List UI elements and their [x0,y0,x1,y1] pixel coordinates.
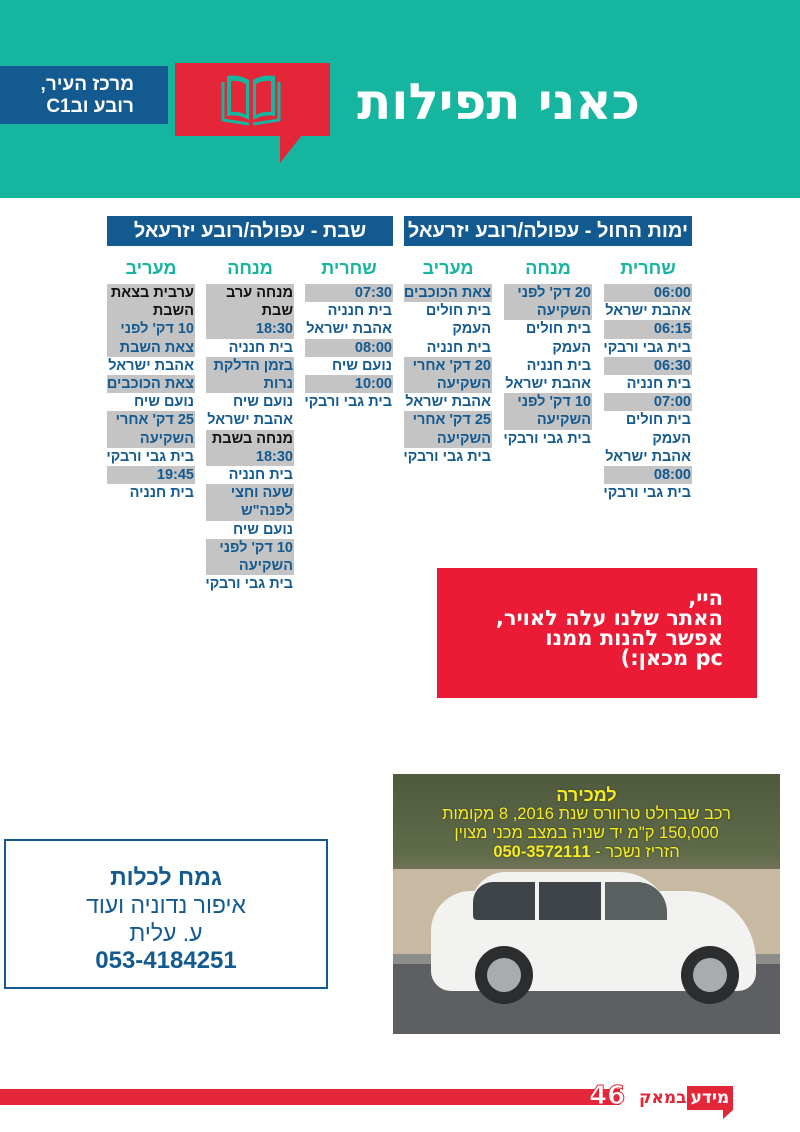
schedule-location-cell: בית חנניה [526,357,591,374]
schedule-time-cell: השקיעה [504,411,592,429]
schedule-time-cell: שבת [206,302,294,320]
schedule-time-cell: 19:45 [107,466,195,484]
schedule-location-cell: בית גבי ורבקי [106,448,194,465]
location-line-2: רובע ובC1 [46,96,134,117]
gemach-title: גמח לכלות [110,864,222,890]
schedule-location-cell: העמק [652,430,691,447]
schedule-time-cell: השקיעה [404,430,492,448]
shabbat-section-title: שבת - עפולה/רובע יזרעאל [107,216,393,246]
schedule-time-cell: לפנה"ש [206,502,294,520]
schedule-time-cell: נרות [206,375,294,393]
column-heading: שחרית [620,258,676,278]
schedule-time-cell: צאת השבת [107,339,195,357]
schedule-time-cell: ערבית בצאת [107,284,195,302]
schedule-time-cell: צאת הכוכבים [403,285,491,301]
car-for-sale-ad [393,774,780,1034]
car-wheel-rear [475,946,533,1004]
schedule-location-cell: אהבת ישראל [505,376,591,393]
schedule-time-cell: מנחה ערב [206,284,294,302]
weekdays-column-2 [404,254,492,466]
schedule-location-cell: העמק [452,321,491,338]
website-promo-box [437,568,757,698]
footer-bar [0,1089,620,1105]
schedule-location-cell: בית חנניה [426,339,491,356]
column-heading: מנחה [525,258,571,278]
gemach-line-2: איפור נדוניה ועוד [86,892,246,918]
car-window-middle [539,882,601,920]
gemach-line-3: ע. עלית [129,920,203,946]
schedule-location-cell: אהבת ישראל [108,357,194,374]
schedule-time-cell: 18:30 [206,448,294,466]
column-heading: מנחה [227,258,273,278]
car-ad-phone: 050-3572111 [493,843,591,861]
car-ad-line-3 [393,843,780,862]
schedule-time-cell: השקיעה [404,375,492,393]
promo-line-4: pc מכאן:) [620,646,723,670]
schedule-time-cell: 06:00 [604,284,692,302]
schedule-time-cell: 08:00 [305,339,393,357]
schedule-time-cell: 25 דק' אחרי [107,411,195,429]
promo-line-2: האתר שלנו עלה לאויר, [495,606,723,630]
page-title: כאני תפילות [357,73,640,131]
weekday-section-title: ימות החול - עפולה/רובע יזרעאל [404,216,692,246]
promo-line-1: היי, [688,586,723,610]
schedule-location-cell: בית גבי ורבקי [503,430,591,447]
promo-text [496,588,723,668]
shabbat-column-0 [305,254,393,411]
schedule-time-cell: 20 דק' לפני [504,284,592,302]
gemach-ad-box [4,839,328,989]
schedule-location-cell: בית גבי ורבקי [603,339,691,356]
schedule-location-cell: בית חולים [525,321,591,338]
schedule-location-cell: בית חולים [425,303,491,320]
schedule-time-cell: 06:30 [604,357,692,375]
schedule-time-cell: השקיעה [107,430,195,448]
weekdays-column-0 [604,254,692,502]
column-heading: מעריב [422,258,474,278]
speech-bubble-tail [280,135,302,163]
car-ad-line-1: רכב שברולט טרוורס שנת 2016, 8 מקומות [442,805,731,823]
schedule-time-cell: 18:30 [206,320,294,338]
shabbat-column-1 [206,254,294,593]
brand-badge: מידע [687,1086,734,1110]
schedule-location-cell: בית חנניה [626,376,691,393]
car-wheel-front [681,946,739,1004]
schedule-location-cell: אהבת ישראל [306,321,392,338]
schedule-location-cell: העמק [552,339,591,356]
schedule-location-cell: בית גבי ורבקי [603,485,691,502]
promo-line-3: אפשר להנות ממנו [545,626,723,650]
schedule-location-cell: נועם שיח [134,394,194,411]
schedule-time-cell: 10 דק' לפני [206,539,294,557]
car-ad-line-2: 150,000 ק"מ יד שניה במצב מכני מצוין [454,824,719,842]
schedule-location-cell: בית גבי ורבקי [304,394,392,411]
location-line-1: מרכז העיר, [40,74,134,95]
car-window-rear [473,882,535,920]
header-banner [0,0,800,198]
brand-text: במאק [639,1088,687,1108]
schedule-location-cell: בית חנניה [129,485,194,502]
brand-logo [633,1085,733,1111]
schedule-time-cell: מנחה בשבת [206,430,294,448]
schedule-location-cell: בית גבי ורבקי [403,448,491,465]
schedule-time-cell: השקיעה [206,557,294,575]
column-heading: שחרית [321,258,377,278]
schedule-time-cell: 20 דק' אחרי [404,357,492,375]
schedule-time-cell: 25 דק' אחרי [404,411,492,429]
car-ad-line-3-prefix: הזריז נשכר - [590,843,680,861]
schedule-location-cell: נועם שיח [233,521,293,538]
schedule-time-cell: השבת [107,302,195,320]
open-book-icon [217,72,285,126]
page-number: 46 [589,1081,626,1111]
schedule-location-cell: בית גבי ורבקי [205,576,293,593]
location-badge [0,66,168,124]
schedule-location-cell: אהבת ישראל [207,412,293,429]
schedule-location-cell: בית חנניה [228,467,293,484]
column-heading: מעריב [125,258,177,278]
schedule-location-cell: אהבת ישראל [605,448,691,465]
schedule-time-cell: בזמן הדלקת [206,357,294,375]
schedule-time-cell: 06:15 [604,320,692,338]
schedule-time-cell: 10:00 [305,375,393,393]
schedule-time-cell: שעה וחצי [206,484,294,502]
car-ad-title: למכירה [556,785,617,805]
schedule-location-cell: בית חנניה [327,303,392,320]
gemach-phone: 053-4184251 [95,947,237,974]
schedule-time-cell: 10 דק' לפני [504,393,592,411]
car-ad-text [393,786,780,862]
shabbat-column-2 [107,254,195,502]
schedule-time-cell: צאת הכוכבים [106,376,194,393]
schedule-location-cell: בית חולים [625,412,691,429]
schedule-location-cell: אהבת ישראל [405,394,491,411]
schedule-location-cell: נועם שיח [233,394,293,411]
schedule-time-cell: השקיעה [504,302,592,320]
schedule-time-cell: 07:30 [305,284,393,302]
schedule-location-cell: נועם שיח [332,357,392,374]
schedule-time-cell: 08:00 [604,466,692,484]
schedule-time-cell: 10 דק' לפני [107,320,195,338]
schedule-location-cell: בית חנניה [228,339,293,356]
weekdays-column-1 [504,254,592,448]
schedule-time-cell: 07:00 [604,393,692,411]
schedule-location-cell: אהבת ישראל [605,303,691,320]
